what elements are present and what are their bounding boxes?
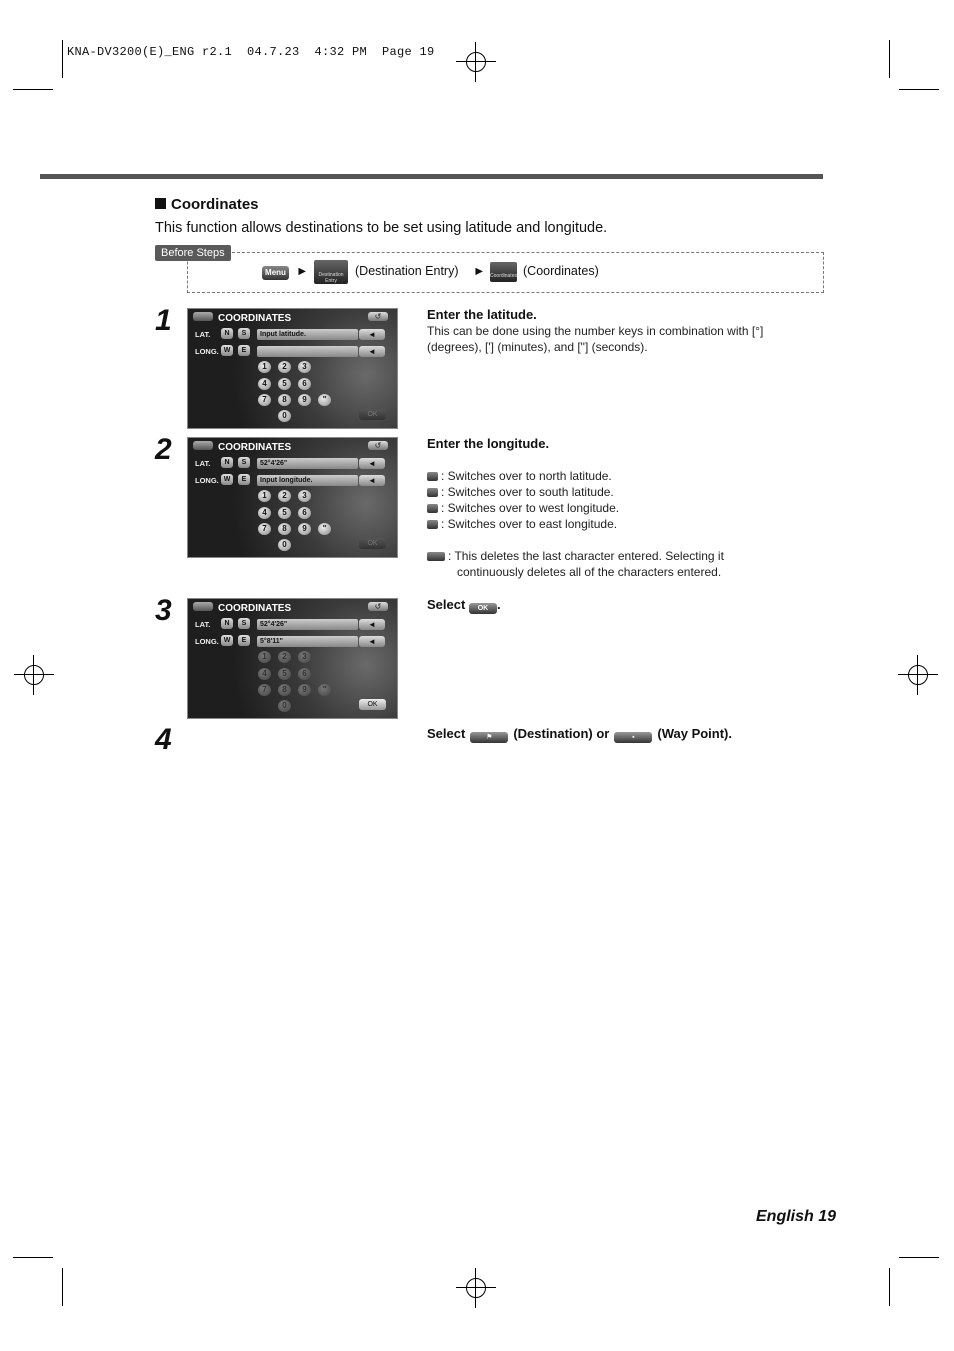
coordinates-screen (187, 437, 398, 558)
home-icon[interactable] (193, 441, 213, 450)
before-steps-tag: Before Steps (155, 245, 231, 261)
number-key-4[interactable]: 4 (258, 378, 271, 390)
step-1-heading: Enter the latitude. (427, 307, 537, 322)
destination-entry-label: (Destination Entry) (355, 264, 459, 278)
lat-label: LAT. (195, 330, 211, 339)
north-icon (427, 472, 438, 481)
latitude-field[interactable]: 52°4'26" (257, 619, 358, 630)
number-key-5[interactable]: 5 (278, 668, 291, 680)
long-label: LONG. (195, 347, 219, 356)
east-icon (427, 520, 438, 529)
legend-item: : Switches over to east longitude. (427, 517, 617, 531)
step-number: 3 (155, 594, 172, 627)
ok-button[interactable]: OK (359, 699, 386, 710)
lat-label: LAT. (195, 459, 211, 468)
north-button[interactable]: N (221, 618, 233, 629)
east-button[interactable]: E (238, 474, 250, 485)
step-4-heading: Select ⚑ (Destination) or ▪ (Way Point). (427, 726, 732, 741)
latitude-field[interactable]: Input latitude. (257, 329, 358, 340)
number-key-8[interactable]: 8 (278, 394, 291, 406)
number-key-0[interactable]: 0 (278, 539, 291, 551)
screen-title: COORDINATES (218, 313, 292, 324)
destination-entry-icon: Destination Entry (314, 260, 348, 284)
legend-item: : Switches over to south latitude. (427, 485, 614, 499)
latitude-field[interactable]: 52°4'26" (257, 458, 358, 469)
backspace-button[interactable]: ◄ (359, 458, 385, 469)
registration-mark-bottom (456, 1268, 496, 1308)
seconds-key[interactable]: " (318, 394, 331, 406)
north-button[interactable]: N (221, 457, 233, 468)
back-icon[interactable]: ↺ (368, 312, 388, 321)
number-key-1[interactable]: 1 (258, 490, 271, 502)
number-key-2[interactable]: 2 (278, 361, 291, 373)
print-header: KNA-DV3200(E)_ENG r2.1 04.7.23 4:32 PM Page 19 (67, 45, 435, 59)
backspace-button[interactable]: ◄ (359, 619, 385, 630)
number-key-2[interactable]: 2 (278, 651, 291, 663)
home-icon[interactable] (193, 602, 213, 611)
number-key-5[interactable]: 5 (278, 507, 291, 519)
number-key-8[interactable]: 8 (278, 684, 291, 696)
east-button[interactable]: E (238, 635, 250, 646)
home-icon[interactable] (193, 312, 213, 321)
number-key-1[interactable]: 1 (258, 361, 271, 373)
section-rule (40, 174, 823, 179)
registration-mark-left (14, 655, 54, 695)
number-key-0[interactable]: 0 (278, 410, 291, 422)
way-point-icon: ▪ (614, 732, 652, 743)
longitude-field[interactable]: Input longitude. (257, 475, 358, 486)
backspace-button[interactable]: ◄ (359, 475, 385, 486)
number-key-5[interactable]: 5 (278, 378, 291, 390)
backspace-button[interactable]: ◄ (359, 346, 385, 357)
step-1-desc: (degrees), ['] (minutes), and ["] (seconds). (427, 340, 648, 354)
east-button[interactable]: E (238, 345, 250, 356)
seconds-key[interactable]: " (318, 684, 331, 696)
long-label: LONG. (195, 476, 219, 485)
number-key-4[interactable]: 4 (258, 668, 271, 680)
number-key-2[interactable]: 2 (278, 490, 291, 502)
south-icon (427, 488, 438, 497)
number-key-3[interactable]: 3 (298, 490, 311, 502)
longitude-field[interactable] (257, 346, 358, 357)
west-button[interactable]: W (221, 474, 233, 485)
number-key-3[interactable]: 3 (298, 651, 311, 663)
north-button[interactable]: N (221, 328, 233, 339)
south-button[interactable]: S (238, 457, 250, 468)
west-button[interactable]: W (221, 635, 233, 646)
screen-title: COORDINATES (218, 442, 292, 453)
step-number: 4 (155, 723, 172, 756)
registration-mark-top (456, 42, 496, 82)
legend-item: : Switches over to west longitude. (427, 501, 619, 515)
number-key-0[interactable]: 0 (278, 700, 291, 712)
menu-button-icon: Menu (262, 266, 289, 280)
coordinates-screen (187, 598, 398, 719)
number-key-9[interactable]: 9 (298, 523, 311, 535)
number-key-8[interactable]: 8 (278, 523, 291, 535)
long-label: LONG. (195, 637, 219, 646)
legend-item: : Switches over to north latitude. (427, 469, 612, 483)
destination-flag-icon: ⚑ (470, 732, 508, 743)
number-key-7[interactable]: 7 (258, 394, 271, 406)
arrow-icon: ► (473, 264, 486, 278)
coordinates-screen (187, 308, 398, 429)
registration-mark-right (898, 655, 938, 695)
number-key-9[interactable]: 9 (298, 394, 311, 406)
number-key-6[interactable]: 6 (298, 668, 311, 680)
back-icon[interactable]: ↺ (368, 441, 388, 450)
number-key-7[interactable]: 7 (258, 684, 271, 696)
south-button[interactable]: S (238, 618, 250, 629)
number-key-9[interactable]: 9 (298, 684, 311, 696)
step-number: 1 (155, 304, 172, 337)
arrow-icon: ► (296, 264, 309, 278)
number-key-1[interactable]: 1 (258, 651, 271, 663)
step-3-heading: Select OK . (427, 597, 501, 612)
ok-button-icon: OK (469, 603, 497, 614)
west-icon (427, 504, 438, 513)
number-key-4[interactable]: 4 (258, 507, 271, 519)
step-1-desc: This can be done using the number keys in combination with [°] (427, 324, 764, 338)
backspace-button[interactable]: ◄ (359, 636, 385, 647)
number-key-3[interactable]: 3 (298, 361, 311, 373)
backspace-icon (427, 552, 445, 561)
square-bullet-icon (155, 198, 166, 209)
intro-text: This function allows destinations to be set using latitude and longitude. (155, 220, 608, 236)
number-key-6[interactable]: 6 (298, 378, 311, 390)
coordinates-icon: Coordinates (490, 262, 517, 282)
step-number: 2 (155, 433, 172, 466)
west-button[interactable]: W (221, 345, 233, 356)
backspace-button[interactable]: ◄ (359, 329, 385, 340)
screen-title: COORDINATES (218, 603, 292, 614)
page-footer: English 19 (756, 1208, 837, 1225)
south-button[interactable]: S (238, 328, 250, 339)
ok-button[interactable]: OK (359, 538, 386, 549)
coordinates-label: (Coordinates) (523, 264, 599, 278)
longitude-field[interactable]: 5°8'11" (257, 636, 358, 647)
ok-button[interactable]: OK (359, 409, 386, 420)
number-key-6[interactable]: 6 (298, 507, 311, 519)
delete-note: continuously deletes all of the characters entered. (457, 565, 722, 579)
delete-note: : This deletes the last character entered. Selecting it (427, 549, 724, 563)
step-2-heading: Enter the longitude. (427, 436, 550, 451)
back-icon[interactable]: ↺ (368, 602, 388, 611)
number-key-7[interactable]: 7 (258, 523, 271, 535)
lat-label: LAT. (195, 620, 211, 629)
seconds-key[interactable]: " (318, 523, 331, 535)
section-title: Coordinates (155, 196, 259, 213)
